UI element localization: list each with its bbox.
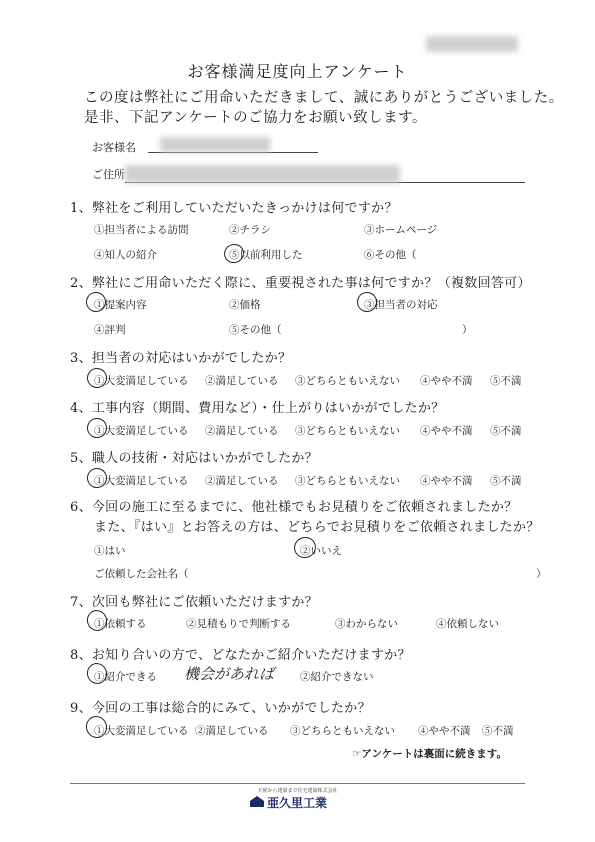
q4-option-5[interactable]: ⑤不満 (490, 425, 522, 437)
q7-option-4[interactable]: ④依頼しない (436, 618, 499, 630)
q8-option-1[interactable]: ①紹介できる (94, 671, 157, 683)
question-6: 6、今回の施工に至るまでに、他社様でもお見積りをご依頼されましたか？ (70, 500, 518, 515)
intro-line-1: この度は弊社にご用命いただきまして、誠にありがとうございました。 (84, 90, 564, 106)
q1-option-2[interactable]: ②チラシ (229, 224, 271, 236)
q1-option-3[interactable]: ③ホームページ (364, 224, 438, 236)
q9-option-1[interactable]: ①大変満足している (94, 725, 189, 737)
q2-option-2[interactable]: ②価格 (229, 299, 261, 311)
q3-option-4[interactable]: ④やや不満 (420, 375, 473, 387)
q5-option-4[interactable]: ④やや不満 (420, 475, 473, 487)
q8-handwritten-note: 機会があれば (184, 665, 275, 683)
question-3: 3、担当者の対応はいかがでしたか？ (70, 351, 292, 366)
question-7: 7、次回も弊社にご依頼いただけますか？ (70, 595, 318, 610)
q3-option-1[interactable]: ①大変満足している (94, 375, 189, 387)
address-label: ご住所 (92, 168, 125, 181)
q1-option-5[interactable]: ⑤以前利用した (229, 249, 303, 261)
q3-option-3[interactable]: ③どちらともいえない (295, 375, 400, 387)
q5-option-5[interactable]: ⑤不満 (490, 475, 522, 487)
q4-option-1[interactable]: ①大変満足している (94, 425, 189, 437)
q9-option-2[interactable]: ②満足している (195, 725, 269, 737)
question-5: 5、職人の技術・対応はいかがでしたか？ (70, 451, 318, 466)
continue-note: ☞アンケートは裏面に続きます。 (352, 748, 507, 760)
q1-answer-circle (221, 241, 246, 266)
q4-option-2[interactable]: ②満足している (205, 425, 279, 437)
q9-option-3[interactable]: ③どちらともいえない (290, 725, 395, 737)
q3-option-5[interactable]: ⑤不満 (490, 375, 522, 387)
q9-option-5[interactable]: ⑤不満 (482, 725, 514, 737)
question-6-sub: また、『はい』とお答えの方は、どちらでお見積りをご依頼されましたか？ (94, 520, 540, 535)
q4-option-4[interactable]: ④やや不満 (420, 425, 473, 437)
company-logo (250, 794, 327, 811)
company-tagline: 天候から建築まで住宅建築株式会社 (257, 788, 338, 794)
q8-option-2[interactable]: ②紹介できない (300, 671, 374, 683)
q2-option-5-close: ） (462, 324, 473, 336)
question-8: 8、お知り合いの方で、どなたかご紹介いただけますか？ (70, 648, 411, 663)
house-icon (250, 796, 264, 807)
q2-option-1[interactable]: ①提案内容 (94, 299, 147, 311)
q5-option-2[interactable]: ②満足している (205, 475, 279, 487)
customer-name-label: お客様名 (92, 141, 136, 154)
q1-option-1[interactable]: ①担当者による訪問 (94, 224, 189, 236)
customer-name-line (148, 152, 318, 153)
question-1: 1、弊社をご利用していただいたきっかけは何ですか？ (70, 201, 398, 216)
q3-option-2[interactable]: ②満足している (205, 375, 279, 387)
q6-company-label: ご依頼した会社名（ (94, 568, 189, 580)
q7-option-3[interactable]: ③わからない (335, 618, 398, 630)
company-name: 亜久里工業 (267, 796, 328, 810)
q6-option-1[interactable]: ①はい (94, 545, 126, 557)
q1-option-4[interactable]: ④知人の紹介 (94, 249, 157, 261)
redacted-stamp (426, 36, 518, 52)
q9-option-4[interactable]: ④やや不満 (418, 725, 471, 737)
q6-company-close: ） (536, 568, 547, 580)
q5-option-1[interactable]: ①大変満足している (94, 475, 189, 487)
q7-option-1[interactable]: ①依頼する (94, 618, 147, 630)
q4-option-3[interactable]: ③どちらともいえない (295, 425, 400, 437)
q2-option-4[interactable]: ④評判 (94, 324, 126, 336)
question-2: 2、弊社にご用命いただく際に、重要視された事は何ですか？（複数回答可） (70, 276, 531, 291)
q6-option-2[interactable]: ②いいえ (300, 545, 342, 557)
page-title: お客様満足度向上アンケート (187, 62, 408, 81)
q2-option-5[interactable]: ⑤その他（ (229, 324, 282, 336)
question-9: 9、今回の工事は総合的にみて、いかがでしたか？ (70, 701, 371, 716)
q2-option-3[interactable]: ③担当者の対応 (364, 299, 438, 311)
footer-divider (70, 783, 525, 784)
redacted-customer-name (160, 137, 270, 152)
redacted-address (125, 165, 400, 183)
intro-line-2: 是非、下記アンケートのご協力をお願い致します。 (84, 110, 427, 126)
q7-option-2[interactable]: ②見積もりで判断する (186, 618, 291, 630)
question-4: 4、工事内容（期間、費用など）・仕上がりはいかがでしたか？ (70, 401, 445, 416)
q1-option-6[interactable]: ⑥その他（ (364, 249, 417, 261)
q5-option-3[interactable]: ③どちらともいえない (295, 475, 400, 487)
